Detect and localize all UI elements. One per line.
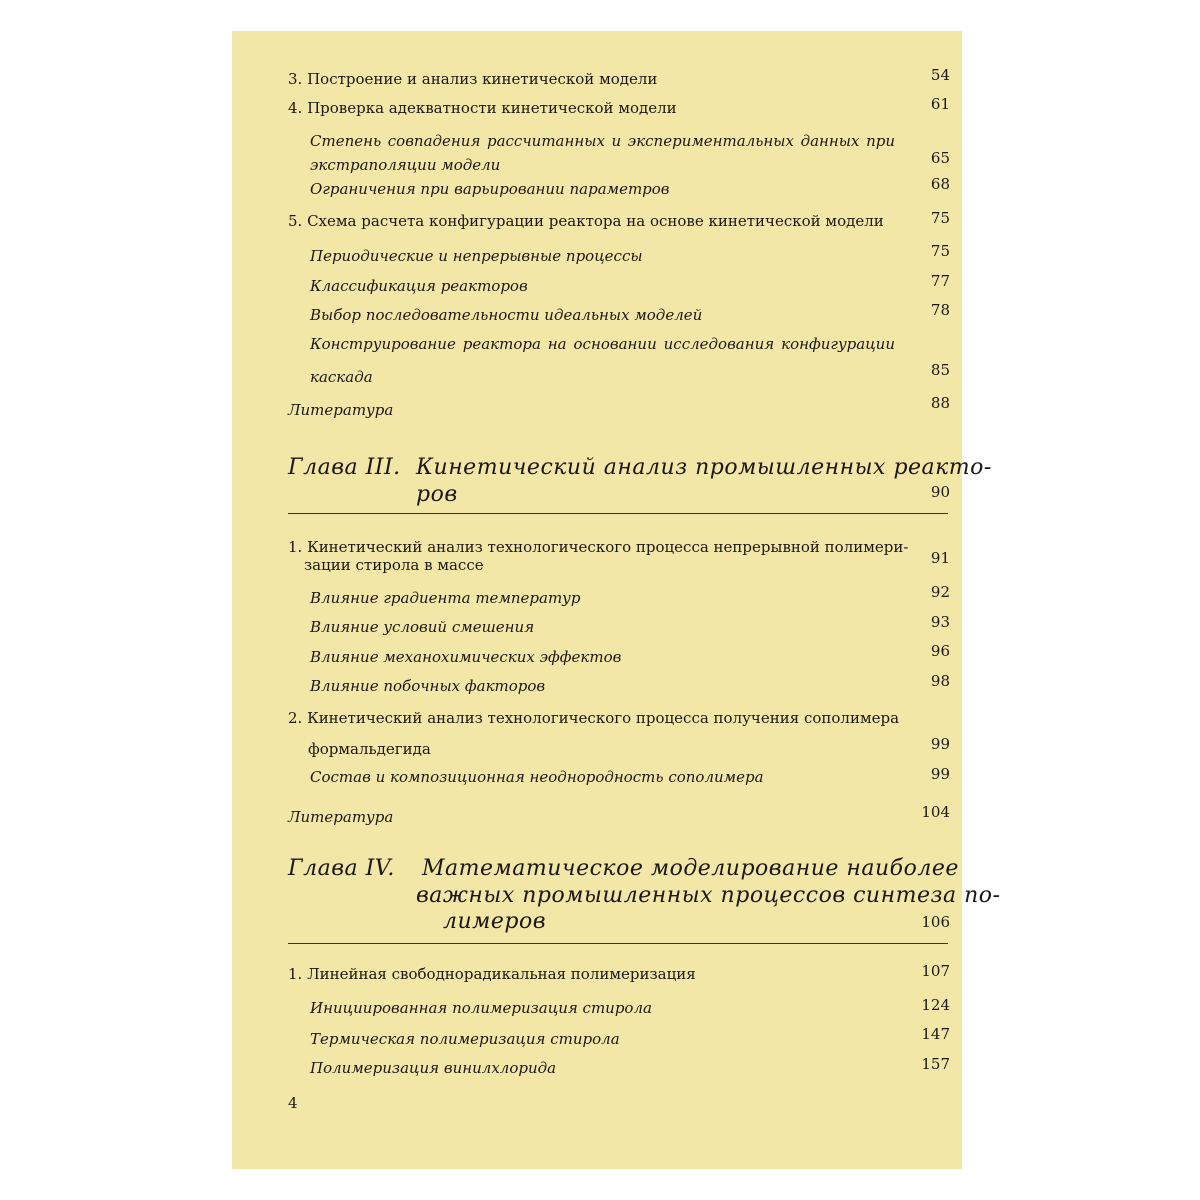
chapter-title-cont: лимеров (443, 909, 547, 934)
page-ref: 65 (930, 149, 950, 167)
toc-entry-cont: зации стирола в массе (304, 556, 484, 574)
toc-subentry: Влияние градиента температур (310, 589, 581, 607)
toc-subentry: Выбор последовательности идеальных моделей (310, 306, 703, 324)
toc-entry: 1. Кинетический анализ технологического процесса непрерывной полимери- (288, 538, 909, 556)
chapter-title: Математическое моделирование наиболее (422, 856, 959, 881)
toc-entry: 3. Построение и анализ кинетической модели (288, 70, 658, 88)
toc-subentry: Степень совпадения рассчитанных и экспериментальных данных при (310, 132, 895, 150)
page-ref: 91 (930, 549, 950, 567)
page-ref: 78 (930, 301, 950, 319)
toc-subentry: Термическая полимеризация стирола (310, 1030, 620, 1048)
page-ref: 147 (921, 1025, 950, 1043)
page-ref: 92 (930, 583, 950, 601)
page-ref: 93 (930, 613, 950, 631)
toc-subentry: Полимеризация винилхлорида (310, 1059, 557, 1077)
page-ref: 77 (930, 272, 950, 290)
page-ref: 99 (930, 765, 950, 783)
page-number: 4 (288, 1094, 298, 1112)
toc-entry: 5. Схема расчета конфигурации реактора на основе кинетической модели (288, 212, 884, 230)
toc-entry: 2. Кинетический анализ технологического процесса получения сополимера (288, 709, 900, 727)
chapter-rule (288, 513, 948, 514)
page-ref: 96 (930, 642, 950, 660)
toc-subentry: Классификация реакторов (310, 277, 528, 295)
toc-entry-cont: формальдегида (308, 740, 431, 758)
toc-subentry: Периодические и непрерывные процессы (310, 247, 643, 265)
toc-subentry: Инициированная полимеризация стирола (310, 999, 652, 1017)
toc-subentry: Состав и композиционная неоднородность сополимера (310, 768, 764, 786)
page-ref: 68 (930, 175, 950, 193)
toc-entry: 1. Линейная свободнорадикальная полимеризация (288, 965, 696, 983)
chapter-title-cont: важных промышленных процессов синтеза по- (416, 883, 1001, 908)
chapter-title-cont: ров (416, 482, 458, 507)
page-ref: 75 (930, 209, 950, 227)
toc-subentry-cont: каскада (310, 368, 373, 386)
page-ref: 75 (930, 242, 950, 260)
page-ref: 90 (930, 483, 950, 501)
page-ref: 61 (930, 95, 950, 113)
page-ref: 124 (921, 996, 950, 1014)
page-ref: 88 (930, 394, 950, 412)
toc-subentry: Влияние побочных факторов (310, 677, 546, 695)
page-ref: 99 (930, 735, 950, 753)
page-ref: 54 (930, 66, 950, 84)
toc-subentry: Влияние условий смешения (310, 618, 535, 636)
toc-literature: Литература (288, 401, 394, 419)
toc-subentry-cont: экстраполяции модели (310, 156, 501, 174)
page-ref: 104 (921, 803, 950, 821)
chapter-rule (288, 943, 948, 944)
page-ref: 157 (921, 1055, 950, 1073)
chapter-label: Глава III. (288, 455, 401, 480)
book-page (232, 31, 1001, 1169)
toc-literature: Литература (288, 808, 394, 826)
page-ref: 98 (930, 672, 950, 690)
chapter-title: Кинетический анализ промышленных реакто- (416, 455, 992, 480)
page-ref: 107 (921, 962, 950, 980)
chapter-label: Глава IV. (288, 856, 395, 881)
toc-subentry: Конструирование реактора на основании исследования конфигурации (310, 335, 895, 353)
toc-subentry: Ограничения при варьировании параметров (310, 180, 670, 198)
page-ref: 85 (930, 361, 950, 379)
toc-subentry: Влияние механохимических эффектов (310, 648, 622, 666)
page-ref: 106 (921, 913, 950, 931)
toc-entry: 4. Проверка адекватности кинетической модели (288, 99, 677, 117)
